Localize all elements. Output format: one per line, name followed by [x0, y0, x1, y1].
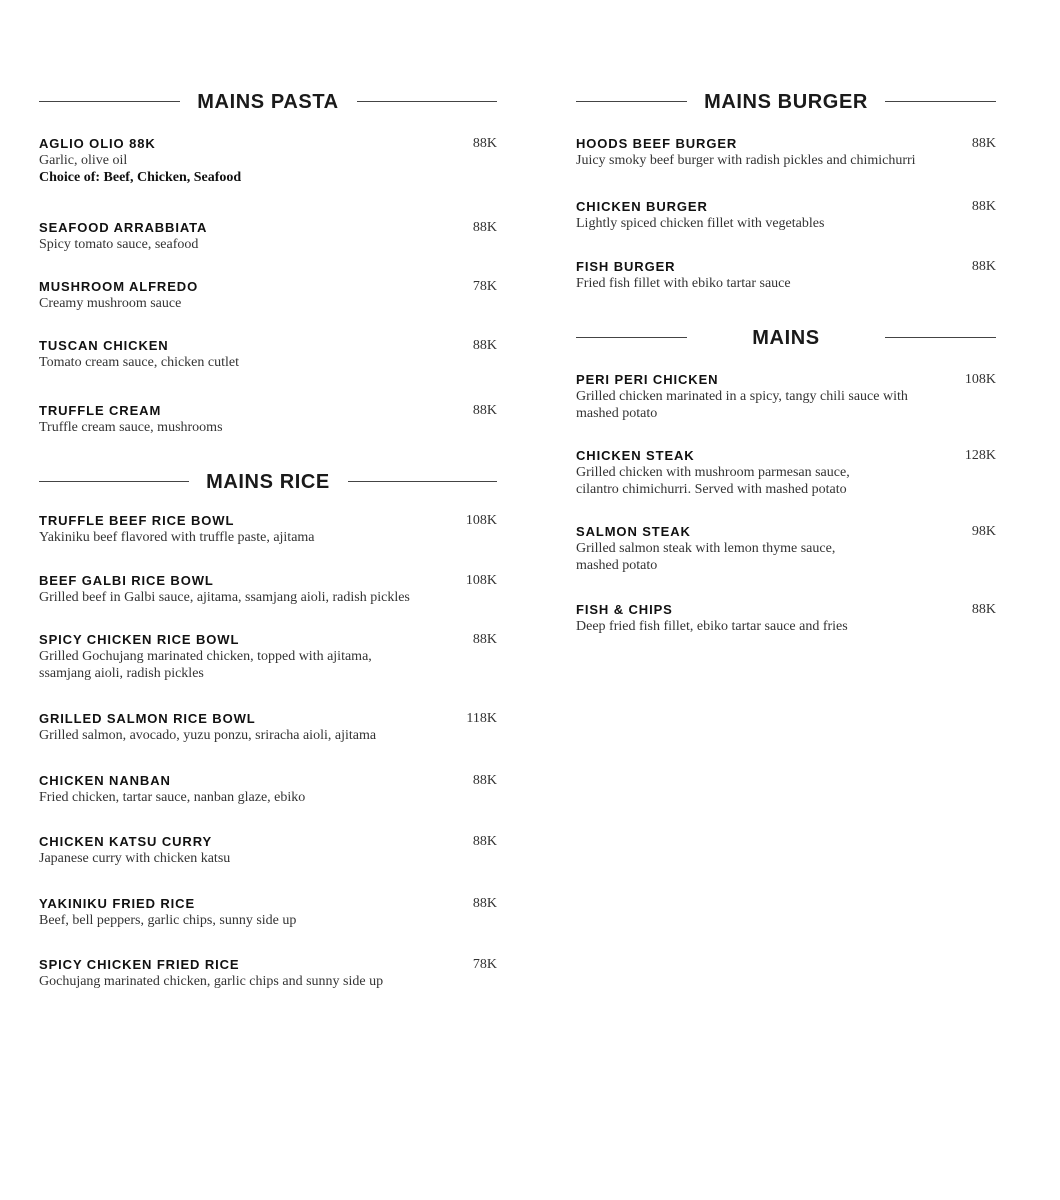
item-description: Creamy mushroom sauce: [39, 296, 182, 311]
item-options: Choice of: Beef, Chicken, Seafood: [39, 170, 242, 185]
item-description: Grilled beef in Galbi sauce, ajitama, ssamjang aioli, radish pickles: [39, 590, 410, 605]
item-description: Grilled salmon, avocado, yuzu ponzu, sriracha aioli, ajitama: [39, 728, 377, 743]
menu-item: [39, 135, 497, 186]
item-description: Fried fish fillet with ebiko tartar sauce: [576, 276, 791, 291]
item-price: 88K: [472, 896, 497, 911]
item-name: BEEF GALBI RICE BOWL: [39, 573, 214, 588]
item-price: 128K: [964, 448, 996, 463]
item-description: Truffle cream sauce, mushrooms: [39, 420, 223, 435]
item-name: TUSCAN CHICKEN: [39, 338, 169, 353]
item-name: FISH & CHIPS: [576, 602, 673, 617]
item-price: 108K: [465, 513, 497, 528]
item-name: PERI PERI CHICKEN: [576, 372, 719, 387]
section-header-rice: [39, 470, 497, 494]
menu-item: [39, 402, 497, 436]
item-price: 88K: [472, 773, 497, 788]
item-price: 108K: [964, 372, 996, 387]
menu-item: [576, 135, 996, 169]
menu-item: [576, 198, 996, 232]
item-description: Tomato cream sauce, chicken cutlet: [39, 355, 239, 370]
item-name: SALMON STEAK: [576, 524, 691, 539]
section-title: MAINS BURGER: [704, 91, 868, 113]
item-price: 78K: [472, 279, 497, 294]
item-price: 88K: [971, 259, 996, 274]
item-price: 88K: [472, 632, 497, 647]
item-description: Beef, bell peppers, garlic chips, sunny side up: [39, 913, 297, 928]
menu-item: [39, 710, 497, 744]
menu-item: [576, 447, 996, 498]
item-price: 88K: [472, 403, 497, 418]
menu-item: [39, 278, 497, 312]
item-name: FISH BURGER: [576, 259, 676, 274]
item-price: 118K: [466, 711, 497, 726]
item-name: HOODS BEEF BURGER: [576, 136, 738, 151]
section-header-burger: [576, 90, 996, 114]
item-name: TRUFFLE BEEF RICE BOWL: [39, 513, 235, 528]
item-price: 88K: [472, 136, 497, 151]
item-price: 108K: [465, 573, 497, 588]
item-description: Grilled chicken marinated in a spicy, tangy chili sauce with mashed potato: [576, 389, 908, 421]
section-header-pasta: [39, 90, 497, 114]
item-price: 88K: [971, 136, 996, 151]
item-name: CHICKEN NANBAN: [39, 773, 171, 788]
item-name: CHICKEN BURGER: [576, 199, 708, 214]
section-title: MAINS: [752, 327, 820, 349]
item-name: YAKINIKU FRIED RICE: [39, 896, 196, 911]
item-description: Grilled salmon steak with lemon thyme sauce, mashed potato: [576, 541, 836, 573]
item-description: Deep fried fish fillet, ebiko tartar sauce and fries: [576, 619, 848, 634]
menu-item: [39, 219, 497, 253]
item-description: Lightly spiced chicken fillet with vegetables: [576, 216, 825, 231]
item-description: Fried chicken, tartar sauce, nanban glaze, ebiko: [39, 790, 306, 805]
item-price: 88K: [971, 602, 996, 617]
section-title: MAINS PASTA: [197, 91, 339, 113]
item-description: Grilled chicken with mushroom parmesan sauce, cilantro chimichurri. Served with mashed potato: [576, 465, 850, 497]
item-name: AGLIO OLIO 88K: [39, 136, 156, 151]
menu-item: [39, 772, 497, 806]
menu-item: [39, 572, 497, 606]
menu-item: [576, 371, 996, 422]
section-title: MAINS RICE: [206, 471, 330, 493]
item-price: 88K: [472, 220, 497, 235]
menu-item: [39, 956, 497, 990]
item-name: TRUFFLE CREAM: [39, 403, 162, 418]
item-price: 78K: [472, 957, 497, 972]
item-name: CHICKEN KATSU CURRY: [39, 834, 213, 849]
item-price: 98K: [971, 524, 996, 539]
item-description: Juicy smoky beef burger with radish pickles and chimichurri: [576, 153, 916, 168]
menu-item: [39, 631, 497, 682]
item-description: Gochujang marinated chicken, garlic chips and sunny side up: [39, 974, 384, 989]
item-description: Japanese curry with chicken katsu: [39, 851, 231, 866]
item-description: Grilled Gochujang marinated chicken, topped with ajitama, ssamjang aioli, radish pickles: [39, 649, 372, 681]
menu-item: [576, 601, 996, 635]
item-name: GRILLED SALMON RICE BOWL: [39, 711, 256, 726]
menu-item: [39, 337, 497, 371]
menu-item: [39, 895, 497, 929]
menu-item: [576, 523, 996, 574]
item-description: Garlic, olive oil: [39, 153, 128, 168]
item-name: SPICY CHICKEN RICE BOWL: [39, 632, 240, 647]
section-header-mains: [576, 326, 996, 350]
item-name: CHICKEN STEAK: [576, 448, 695, 463]
item-description: Yakiniku beef flavored with truffle paste, ajitama: [39, 530, 315, 545]
item-price: 88K: [971, 199, 996, 214]
item-description: Spicy tomato sauce, seafood: [39, 237, 199, 252]
item-name: MUSHROOM ALFREDO: [39, 279, 199, 294]
item-name: SEAFOOD ARRABBIATA: [39, 220, 208, 235]
menu-item: [39, 512, 497, 546]
item-price: 88K: [472, 338, 497, 353]
item-name: SPICY CHICKEN FRIED RICE: [39, 957, 240, 972]
menu-item: [39, 833, 497, 867]
menu-item: [576, 258, 996, 292]
item-price: 88K: [472, 834, 497, 849]
